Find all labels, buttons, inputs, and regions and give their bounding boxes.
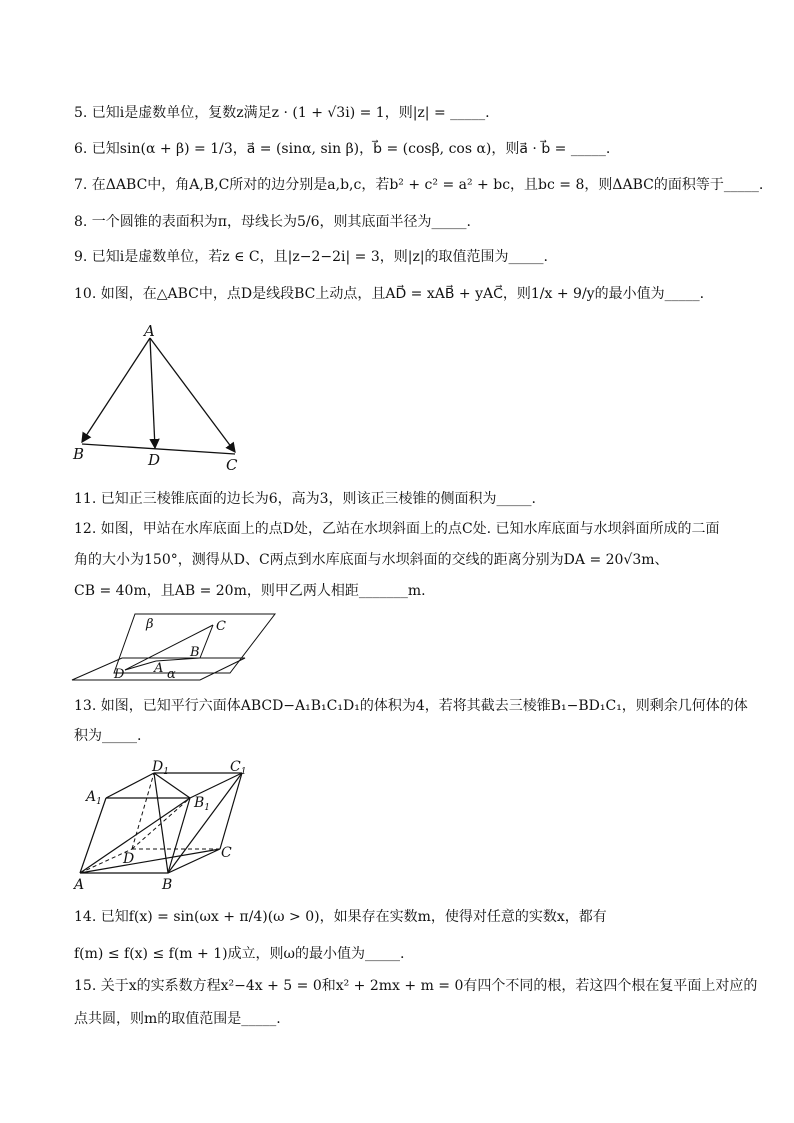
question-11: 11. 已知正三棱锥底面的边长为6，高为3，则该正三棱锥的侧面积为_____. xyxy=(74,491,536,507)
label-a: A xyxy=(74,877,85,893)
question-15-line-2: 点共圆，则m的取值范围是_____. xyxy=(74,1011,281,1027)
question-15-line-1: 15. 关于x的实系数方程x²−4x + 5 = 0和x² + 2mx + m = 0有四个不同的根，若这四个根在复平面上对应的 xyxy=(74,978,758,994)
question-14-line-2: f(m) ≤ f(x) ≤ f(m + 1)成立，则ω的最小值为_____. xyxy=(74,946,405,962)
question-12-line-2: 角的大小为150°，测得从D、C两点到水库底面与水坝斜面的交线的距离分别为DA = 20√3m、 xyxy=(74,552,669,568)
question-12-line-3: CB = 40m，且AB = 20m，则甲乙两人相距_______m. xyxy=(74,583,426,599)
label-d: D xyxy=(114,667,125,682)
question-7: 7. 在ΔABC中，角A,B,C所对的边分别是a,b,c，若b² + c² = a² + bc，且bc = 8，则ΔABC的面积等于_____. xyxy=(74,177,764,193)
diagonal-a-b1 xyxy=(80,798,190,873)
label-d: D xyxy=(123,851,135,867)
label-b: B xyxy=(162,877,173,893)
question-10: 10. 如图，在△ABC中，点D是线段BC上动点，且AD⃗ = xAB⃗ + yAC⃗，则1/x + 9/y的最小值为_____. xyxy=(74,286,705,302)
question-8: 8. 一个圆锥的表面积为π，母线长为5/6，则其底面半径为_____. xyxy=(74,214,471,230)
label-c1: $C_1$ xyxy=(230,759,247,777)
diagonal-d1-b1 xyxy=(154,773,190,798)
question-13-line-1: 13. 如图，已知平行六面体ABCD−A₁B₁C₁D₁的体积为4，若将其截去三棱锥B₁−BD₁C₁，则剩余几何体的体 xyxy=(74,698,748,714)
label-a: A xyxy=(144,322,155,340)
vector-ac xyxy=(150,338,235,452)
question-6: 6. 已知sin(α + β) = 1/3，a⃗ = (sinα, sin β)，b⃗ = (cosβ, cos α)，则a⃗ · b⃗ = _____. xyxy=(74,141,611,157)
question-12-line-1: 12. 如图，甲站在水库底面上的点D处，乙站在水坝斜面上的点C处. 已知水库底面与水坝斜面所成的二面 xyxy=(74,521,720,537)
label-b1: $B_1$ xyxy=(194,795,211,813)
label-c: C xyxy=(216,619,226,634)
label-a1: $A_1$ xyxy=(86,789,102,807)
segment-cb xyxy=(200,625,213,658)
plane-beta xyxy=(114,614,275,673)
parallelepiped-figure xyxy=(70,755,260,895)
bottom-front-edges xyxy=(80,849,220,873)
label-b: B xyxy=(73,445,85,463)
label-b: B xyxy=(190,645,200,660)
segment-dc xyxy=(125,625,213,670)
question-13-line-2: 积为_____. xyxy=(74,728,142,744)
label-a: A xyxy=(154,661,164,676)
label-d1: $D_1$ xyxy=(152,759,169,777)
triangle-figure xyxy=(70,320,250,475)
label-c: C xyxy=(221,845,232,861)
question-14-line-1: 14. 已知f(x) = sin(ωx + π/4)(ω > 0)，如果存在实数m，使得对任意的实数x，都有 xyxy=(74,909,607,925)
label-alpha: α xyxy=(167,667,176,682)
label-d: D xyxy=(148,451,161,469)
label-c: C xyxy=(226,456,238,474)
vector-ad xyxy=(150,338,155,448)
question-9: 9. 已知i是虚数单位，若z ∈ C，且|z−2−2i| = 3，则|z|的取值范围为_____. xyxy=(74,249,548,265)
question-5: 5. 已知i是虚数单位，复数z满足z · (1 + √3i) = 1，则|z| = _____. xyxy=(74,105,490,121)
dihedral-angle-figure xyxy=(70,608,280,683)
vector-ab xyxy=(82,338,150,442)
label-beta: β xyxy=(146,617,154,632)
